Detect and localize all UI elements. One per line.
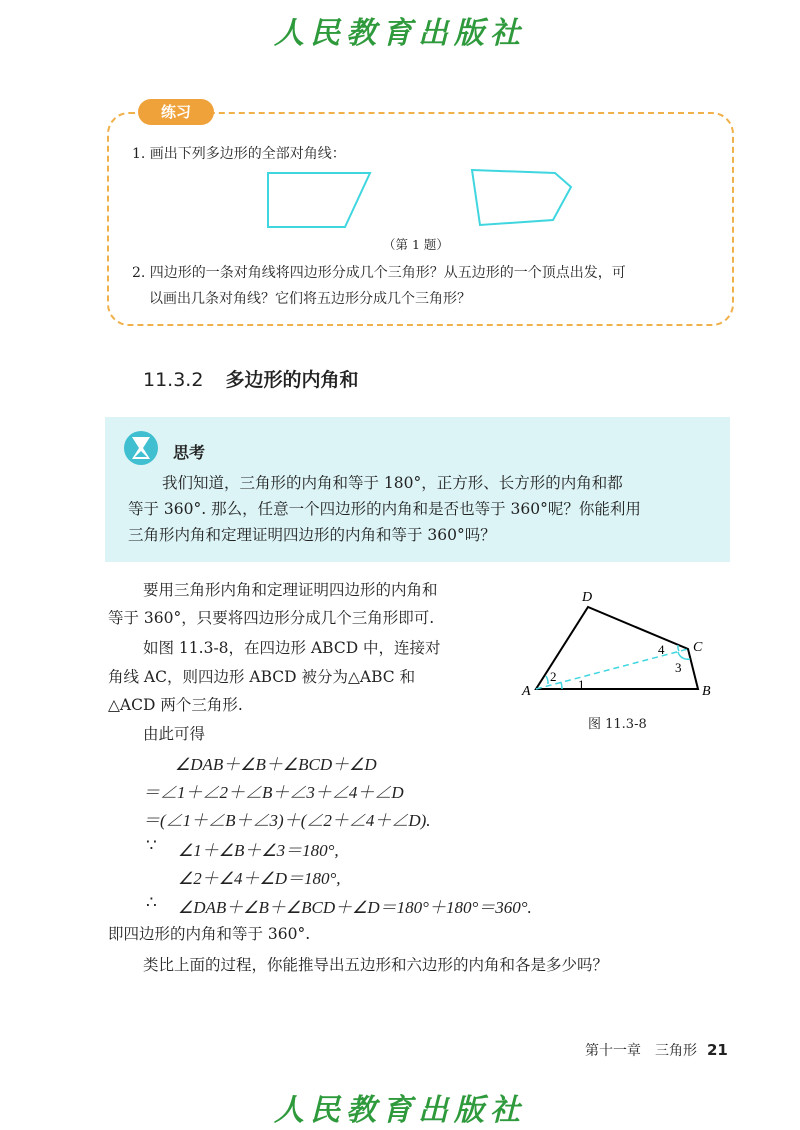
question: 类比上面的过程，你能推导出五边形和六边形的内角和各是多少吗？ xyxy=(143,956,609,974)
quadrilateral-shape xyxy=(268,173,370,227)
diagonal-ac xyxy=(536,649,688,689)
exercise-q2-line2: 以画出几条对角线？它们将五边形分成几个三角形？ xyxy=(149,291,471,307)
figure-quadrilateral xyxy=(518,585,728,705)
exercise-fig-caption: （第 1 题） xyxy=(383,237,449,252)
label-C: C xyxy=(693,640,703,655)
body-p2-line2: 角线 AC，则四边形 ABCD 被分为△ABC 和 xyxy=(108,668,416,686)
body-p1-line1: 要用三角形内角和定理证明四边形的内角和 xyxy=(143,581,438,599)
angle-1-arc xyxy=(561,682,562,689)
think-line-2: 等于 360°. 那么，任意一个四边形的内角和是否也等于 360°呢？你能利用 xyxy=(128,500,641,518)
equation-4: ∠1＋∠B＋∠3＝180°, xyxy=(178,841,339,860)
label-A: A xyxy=(522,684,531,699)
think-title: 思考 xyxy=(173,443,206,462)
section-title xyxy=(143,365,358,392)
label-angle-3: 3 xyxy=(675,660,682,675)
equation-3: ＝(∠1＋∠B＋∠3)＋(∠2＋∠4＋∠D). xyxy=(143,811,431,830)
equation-6: ∠DAB＋∠B＋∠BCD＋∠D＝180°＋180°＝360°. xyxy=(178,898,532,917)
figure-caption: 图 11.3-8 xyxy=(588,717,647,732)
therefore-symbol: ∴ xyxy=(146,893,157,912)
exercise-tag: 练习 xyxy=(138,99,214,125)
label-angle-2: 2 xyxy=(550,669,557,684)
equation-1: ∠DAB＋∠B＋∠BCD＋∠D xyxy=(175,755,377,774)
hourglass-icon xyxy=(122,430,164,466)
think-line-3: 三角形内角和定理证明四边形的内角和等于 360°吗？ xyxy=(128,526,496,544)
label-angle-4: 4 xyxy=(658,642,665,657)
conclusion: 即四边形的内角和等于 360°. xyxy=(108,925,311,943)
body-p2-line1: 如图 11.3-8，在四边形 ABCD 中，连接对 xyxy=(143,639,441,657)
equation-2: ＝∠1＋∠2＋∠B＋∠3＋∠4＋∠D xyxy=(143,783,404,802)
angle-2-arc xyxy=(546,676,548,684)
publisher-logo-bottom: 人民教育出版社 xyxy=(274,1093,526,1128)
pentagon-shape xyxy=(472,170,571,225)
label-B: B xyxy=(702,684,711,699)
because-symbol: ∵ xyxy=(146,836,157,855)
body-p2-line3: △ACD 两个三角形. xyxy=(108,696,243,714)
publisher-logo-top: 人民教育出版社 xyxy=(274,16,526,51)
body-p1-line2: 等于 360°，只要将四边形分成几个三角形即可. xyxy=(108,609,435,627)
think-line-1: 我们知道，三角形的内角和等于 180°，正方形、长方形的内角和都 xyxy=(162,474,623,492)
label-D: D xyxy=(582,590,593,605)
chapter-title: 第十一章 三角形 xyxy=(585,1043,697,1059)
equation-5: ∠2＋∠4＋∠D＝180°, xyxy=(178,869,341,888)
exercise-q2-line1: 2. 四边形的一条对角线将四边形分成几个三角形？从五边形的一个顶点出发，可 xyxy=(132,265,626,281)
page-footer xyxy=(585,1040,728,1060)
exercise-q1: 1. 画出下列多边形的全部对角线： xyxy=(132,146,346,162)
label-angle-1: 1 xyxy=(578,677,585,692)
page-number: 21 xyxy=(707,1041,728,1059)
quadrilateral-abcd xyxy=(536,607,698,689)
exercise-polygons xyxy=(255,165,585,235)
section-name: 多边形的内角和 xyxy=(225,369,359,391)
section-number: 11.3.2 xyxy=(143,369,204,391)
body-p3: 由此可得 xyxy=(143,725,206,743)
